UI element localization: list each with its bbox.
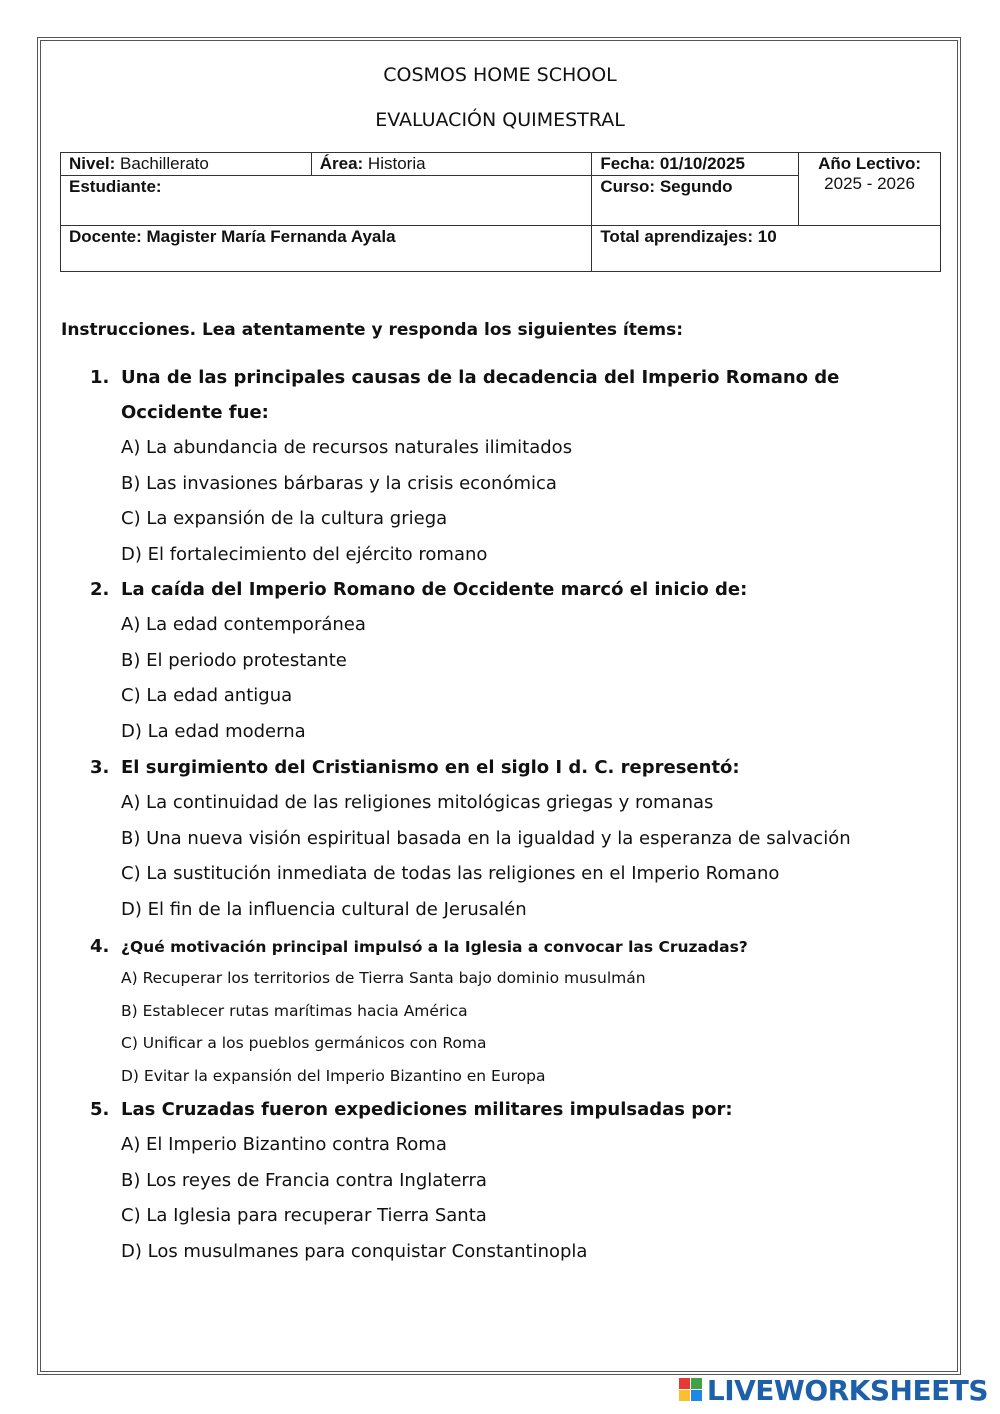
anio-cell	[799, 153, 941, 226]
option[interactable]: A) El Imperio Bizantino contra Roma	[121, 1134, 447, 1155]
question-text: El surgimiento del Cristianismo en el siglo I d. C. representó:	[121, 757, 740, 778]
question-4	[90, 932, 940, 1092]
option[interactable]: C) La sustitución inmediata de todas las religiones en el Imperio Romano	[121, 863, 780, 884]
option[interactable]: C) Unificar a los pueblos germánicos con Roma	[121, 1034, 487, 1052]
instructions: Instrucciones. Lea atentamente y responda los siguientes ítems:	[61, 320, 684, 340]
option[interactable]: C) La Iglesia para recuperar Tierra Santa	[121, 1205, 487, 1226]
option[interactable]: C) La edad antigua	[121, 685, 293, 706]
question-1	[90, 360, 940, 572]
estudiante-field[interactable]: Estudiante:	[61, 176, 592, 226]
logo-square	[679, 1378, 690, 1389]
option[interactable]: B) El periodo protestante	[121, 649, 347, 671]
total-cell: Total aprendizajes: 10	[592, 226, 941, 272]
brand-wordmark: LIVEWORKSHEETS	[706, 1373, 988, 1407]
nivel-label: Nivel:	[69, 154, 116, 173]
nivel-cell	[61, 153, 312, 176]
option[interactable]: A) La continuidad de las religiones mitológicas griegas y romanas	[121, 792, 714, 813]
question-number: 3.	[90, 757, 110, 778]
anio-label: Año Lectivo:	[818, 154, 922, 173]
logo-square	[679, 1390, 690, 1401]
question-text: La caída del Imperio Romano de Occidente marcó el inicio de:	[121, 579, 748, 600]
option[interactable]: B) Establecer rutas marítimas hacia América	[121, 1001, 468, 1020]
area-label: Área:	[319, 154, 364, 173]
exam-title: EVALUACIÓN QUIMESTRAL	[375, 109, 625, 131]
school-name: COSMOS HOME SCHOOL	[383, 64, 617, 86]
liveworksheets-logo-icon	[679, 1378, 703, 1402]
curso-cell: Curso: Segundo	[592, 176, 799, 226]
option[interactable]: C) La expansión de la cultura griega	[121, 508, 448, 529]
nivel-value: Bachillerato	[120, 154, 209, 173]
docente-value: : Magister María Fernanda Ayala	[136, 227, 396, 246]
option[interactable]: D) La edad moderna	[121, 720, 306, 742]
logo-square	[691, 1378, 702, 1389]
question-text: Una de las principales causas de la decadencia del Imperio Romano de Occidente fue:	[121, 367, 840, 423]
question-number: 5.	[90, 1099, 110, 1120]
question-2	[90, 572, 940, 749]
docente-label: Docente	[69, 227, 137, 246]
area-cell	[311, 153, 592, 176]
option[interactable]: B) Los reyes de Francia contra Inglaterra	[121, 1169, 487, 1191]
option[interactable]: A) La abundancia de recursos naturales ilimitados	[121, 437, 573, 458]
question-number: 4.	[90, 936, 110, 957]
option[interactable]: B) Las invasiones bárbaras y la crisis económica	[121, 472, 557, 494]
question-number: 1.	[90, 367, 110, 388]
question-5	[90, 1092, 940, 1269]
question-number: 2.	[90, 579, 110, 600]
docente-cell	[61, 226, 592, 272]
option[interactable]: A) Recuperar los territorios de Tierra Santa bajo dominio musulmán	[121, 969, 646, 987]
area-value: Historia	[367, 154, 426, 173]
info-table	[60, 152, 941, 272]
question-3	[90, 750, 940, 927]
question-text: Las Cruzadas fueron expediciones militares impulsadas por:	[121, 1099, 733, 1120]
fecha-cell: Fecha: 01/10/2025	[592, 153, 799, 176]
option[interactable]: D) Evitar la expansión del Imperio Bizantino en Europa	[121, 1066, 546, 1085]
option[interactable]: A) La edad contemporánea	[121, 614, 366, 635]
option[interactable]: D) Los musulmanes para conquistar Constantinopla	[121, 1240, 588, 1262]
liveworksheets-brand[interactable]	[679, 1372, 988, 1408]
option[interactable]: D) El fin de la influencia cultural de Jerusalén	[121, 898, 527, 920]
anio-value: 2025 - 2026	[824, 174, 915, 193]
option[interactable]: B) Una nueva visión espiritual basada en la igualdad y la esperanza de salvación	[121, 827, 851, 849]
option[interactable]: D) El fortalecimiento del ejército romano	[121, 543, 488, 565]
logo-square	[691, 1390, 702, 1401]
question-text: ¿Qué motivación principal impulsó a la Iglesia a convocar las Cruzadas?	[121, 938, 748, 956]
